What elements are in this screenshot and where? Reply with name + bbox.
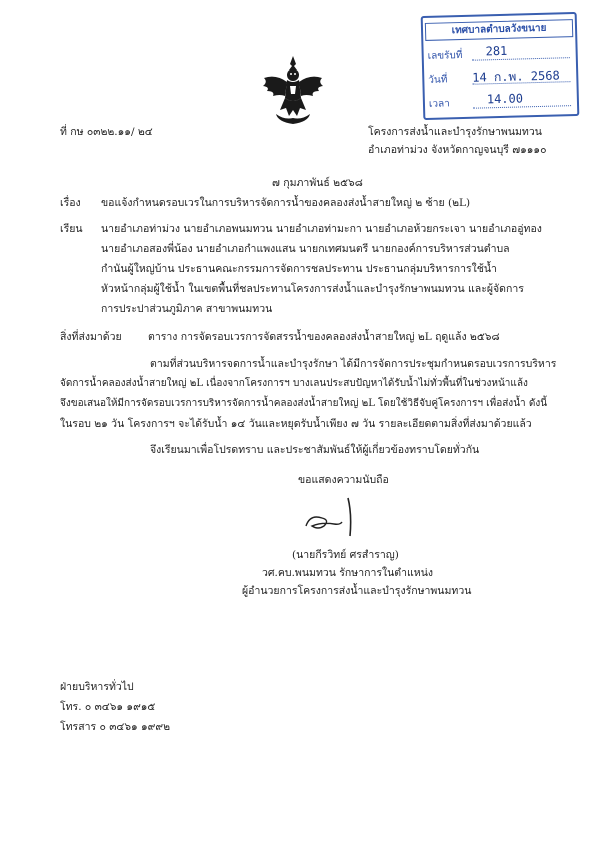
to-line: การประปาส่วนภูมิภาค สาขาพนมทวน — [101, 303, 273, 315]
org-address: อำเภอท่าม่วง จังหวัดกาญจนบุรี ๗๑๑๑๐ — [368, 144, 547, 156]
receiving-stamp — [421, 12, 580, 120]
to-line: หัวหน้ากลุ่มผู้ใช้น้ำ ในเขตพื้นที่ชลประทานโครงการส่งน้ำและบำรุงรักษาพนมทวน และผู้จัดการ — [101, 283, 524, 295]
body-line: จัดการน้ำคลองส่งน้ำสายใหญ่ ๒L เนื่องจากโครงการฯ บางเลนประสบปัญหาได้รับน้ำไม่ทั่วพื้นที่ในช่วงหน้าแล้ง — [60, 378, 528, 389]
subject-label: เรื่อง — [60, 197, 81, 209]
body-line: ในรอบ ๒๑ วัน โครงการฯ จะได้รับน้ำ ๑๔ วันและหยุดรับน้ำเพียง ๗ วัน รายละเอียดตามสิ่งที่ส่งมาด้วยแล้ว — [60, 418, 532, 430]
org-name: โครงการส่งน้ำและบำรุงรักษาพนมทวน — [368, 126, 542, 138]
footer-department: ฝ่ายบริหารทั่วไป — [60, 681, 134, 693]
enclosure-label: สิ่งที่ส่งมาด้วย — [60, 331, 122, 343]
to-line: กำนันผู้ใหญ่บ้าน ประธานคณะกรรมการจัดการชลประทาน ประธานกลุ่มบริหารการใช้น้ำ — [101, 263, 497, 275]
signer-position: ผู้อำนวยการโครงการส่งน้ำและบำรุงรักษาพนมทวน — [242, 585, 472, 597]
stamp-time-value: 14.00 — [486, 91, 524, 107]
garuda-emblem-icon — [258, 54, 328, 126]
stamp-date-label: วันที่ — [428, 74, 448, 86]
signer-position: วศ.คบ.พนมทวน รักษาการในตำแหน่ง — [262, 567, 433, 579]
stamp-title: เทศบาลตำบลวังขนาย — [425, 19, 573, 41]
signer-name: (นายกีรวิทย์ ศรสำราญ) — [292, 549, 399, 561]
to-line: นายอำเภอสองพี่น้อง นายอำเภอกำแพงแสน นายกเทศมนตรี นายกองค์การบริหารส่วนตำบล — [101, 243, 510, 255]
to-line: นายอำเภอท่าม่วง นายอำเภอพนมทวน นายอำเภอท่ามะกา นายอำเภอห้วยกระเจา นายอำเภออู่ทอง — [101, 223, 542, 235]
stamp-receive-label: เลขรับที่ — [427, 49, 463, 62]
stamp-time-label: เวลา — [428, 98, 450, 110]
footer-phone: โทร. ๐ ๓๔๖๑ ๑๙๑๕ — [60, 701, 156, 713]
stamp-date-value: 14 ก.พ. 2568 — [472, 68, 560, 85]
body-line: จึงขอเสนอให้มีการจัดรอบเวรการบริหารจัดการน้ำคลองส่งน้ำสายใหญ่ ๒L โดยใช้วิธีจับคู่โครงการฯ เพื่อส่งน้ำ ดังนี้ — [60, 398, 548, 409]
to-label: เรียน — [60, 223, 83, 235]
subject-text: ขอแจ้งกำหนดรอบเวรในการบริหารจัดการน้ำของคลองส่งน้ำสายใหญ่ ๒ ซ้าย (๒L) — [101, 197, 471, 209]
letter-date: ๗ กุมภาพันธ์ ๒๕๖๘ — [272, 177, 363, 189]
enclosure-text: ตาราง การจัดรอบเวรการจัดสรรน้ำของคลองส่งน้ำสายใหญ่ ๒L ฤดูแล้ง ๒๕๖๘ — [148, 331, 500, 343]
footer-fax: โทรสาร ๐ ๓๔๖๑ ๑๙๙๒ — [60, 721, 170, 733]
reference-number: ที่ กษ ๐๓๒๒.๑๑/ ๒๔ — [60, 126, 153, 138]
closing-line: จึงเรียนมาเพื่อโปรดทราบ และประชาสัมพันธ์ให้ผู้เกี่ยวข้องทราบโดยทั่วกัน — [150, 444, 480, 456]
handwritten-signature — [300, 492, 370, 542]
body-line: ตามที่ส่วนบริหารจดการน้ำและบำรุงรักษา ได้มีการจัดการประชุมกำหนดรอบเวรการบริหาร — [150, 358, 557, 370]
regards: ขอแสดงความนับถือ — [298, 474, 389, 486]
stamp-receive-no: 281 — [485, 43, 508, 59]
